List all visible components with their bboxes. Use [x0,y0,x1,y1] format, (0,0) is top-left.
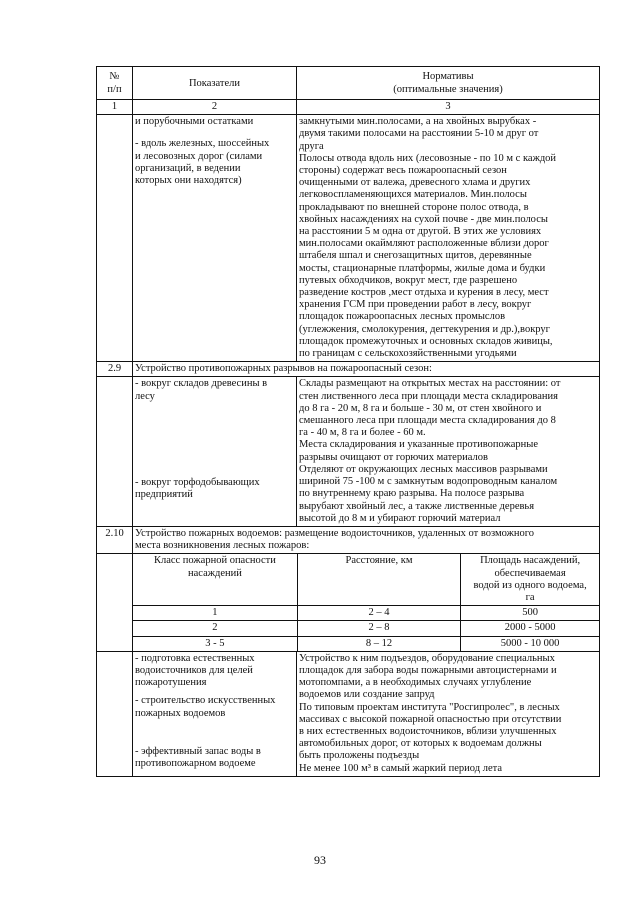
section-title: Устройство пожарных водоемов: размещение водоисточников, удаленных от возможного места возникновения лесных пожаров: [133,526,600,553]
subtable-header: Класс пожарной опасности насаждений [133,554,297,605]
table-row-2-10-title [97,526,600,553]
section-title: Устройство противопожарных разрывов на пожароопасный сезон: [133,362,600,377]
colnum-3: 3 [297,100,600,115]
indicator-text: - строительство искусственных пожарных водоемов [135,695,276,719]
subtable-cell: 2 – 8 [297,621,460,636]
subtable-header: Площадь насаждений, обеспечиваемая водой из одного водоема, га [461,554,599,605]
norm-cell [297,115,600,362]
table-row-continuation [97,115,600,362]
indicator-text: - вдоль железных, шоссейных и лесовозных дорог (силами организаций, в ведении которых они находятся) [135,138,270,187]
subtable-cell: 5000 - 10 000 [500,637,560,649]
row-num-empty [97,651,133,776]
column-number-row [97,100,600,115]
norm-text: По типовым проектам института "Росгипролес", в лесных массивах с высокой пожарной опасностью при отсутствии в них естественных водоисточников, вблизи улучшенных автомобильных дорог, от которых к водоемам должны быть проложены подъезды [299,701,562,762]
row-number: 2.9 [97,362,133,377]
subtable-row [133,621,599,636]
indicator-text: - вокруг складов древесины в лесу [135,378,268,402]
water-sources-table [133,554,599,650]
page-number: 93 [314,853,326,867]
norm-text: Полосы отвода вдоль них (лесовозные - по 10 м с каждой стороны) содержат весь пожароопасный сезон очищенными от валежа, древесного хлама и других легковоспламеняющихся материалов. Мин.полосы прокладывают по внешней стороне полос отвода, в хвойных насаждениях на сухой почве - две мин.полосы на расстоянии 5 м одна от другой. В этих же условиях мин.полосами окаймляют расположенные вблизи дорог штабеля шпал и снегозащитных щитов, деревянные мосты, стационарные платформы, жилые дома и будки путевых обходчиков, вокруг мест, где разрешено разведение костров ,мест отдыха и курения в лесу, мест хранения ГСМ при проведении работ в лесу, вокруг площадок пожароопасных лесных промыслов (углежжения, смолокурения, дегтекурения и др.),вокруг площадок промежуточных и основных складов живицы, по границам с сельскохозяйственными угодьями [299,152,557,360]
subtable-header-row [133,554,599,605]
norm-text: Склады размещают на открытых местах на расстоянии: от стен лиственного леса при площади места складирования до 8 га - 20 м, 8 га и больше - 30 м, от стен хвойного и смешанного леса при площади места складирования до 8 га - 40 м, 8 га и более - 60 м. Места складирования и указанные противопожарные разрывы очищают от горючих материалов [299,378,561,463]
header-num: № п/п [97,67,133,100]
subtable-cell: 2 – 4 [297,606,460,621]
norm-text: Не менее 100 м³ в самый жаркий период лета [299,762,502,774]
subtable-cell: 3 - 5 [133,636,297,651]
subtable-cell [133,554,600,651]
subtable-row [133,606,599,621]
norm-cell [297,377,600,526]
table-row-2-10-subtable [97,554,600,651]
indicator-cell [133,377,297,526]
subtable-cell: 500 [461,606,599,621]
row-number: 2.10 [97,526,133,553]
subtable-cell: 1 [133,606,297,621]
subtable-cell: 2 [133,621,297,636]
colnum-2: 2 [133,100,297,115]
subtable-row [133,636,599,651]
table-row-2-9-body [97,377,600,526]
document-page [96,66,599,777]
indicator-cell [133,115,297,362]
table-row-2-9-title [97,362,600,377]
subtable-cell: 2000 - 5000 [461,621,599,636]
indicator-text: - эффективный запас воды в противопожарном водоеме [135,745,261,769]
norm-text: Отделяют от окружающих лесных массивов разрывами шириной 75 -100 м с замкнутым водопроводным каналом по внутреннему краю разрыва. На полосе разрыва вырубают хвойный лес, а также лиственные деревья высотой до 8 м и убирают горючий материал [299,463,558,524]
header-indicators: Показатели [133,67,297,100]
row-num-empty [97,377,133,526]
table-header-row [97,67,600,100]
indicator-text: - подготовка естественных водоисточников для целей пожаротушения [135,652,255,689]
subtable-cell: 8 – 12 [297,636,460,651]
indicator-cell [133,651,297,776]
norm-text: Устройство к ним подъездов, оборудование специальных площадок для забора воды пожарными автоцистернами и мотопомпами, а в необходимых случаях углубление водоемов или создание запруд [299,652,557,701]
row-num-empty [97,554,133,651]
table-row-2-10-body [97,651,600,776]
indicator-text: - вокруг торфодобывающих предприятий [135,476,260,501]
norm-cell [297,651,600,776]
header-norms: Нормативы (оптимальные значения) [297,67,600,100]
norm-text: замкнутыми мин.полосами, а на хвойных вырубках - двумя такими полосами на расстоянии 5-10 м друг от друга [299,116,539,152]
norms-table [96,66,600,777]
row-num-empty [97,115,133,362]
indicator-text: и порубочными остатками [135,116,254,128]
subtable-header: Расстояние, км [297,554,460,605]
colnum-1: 1 [97,100,133,115]
